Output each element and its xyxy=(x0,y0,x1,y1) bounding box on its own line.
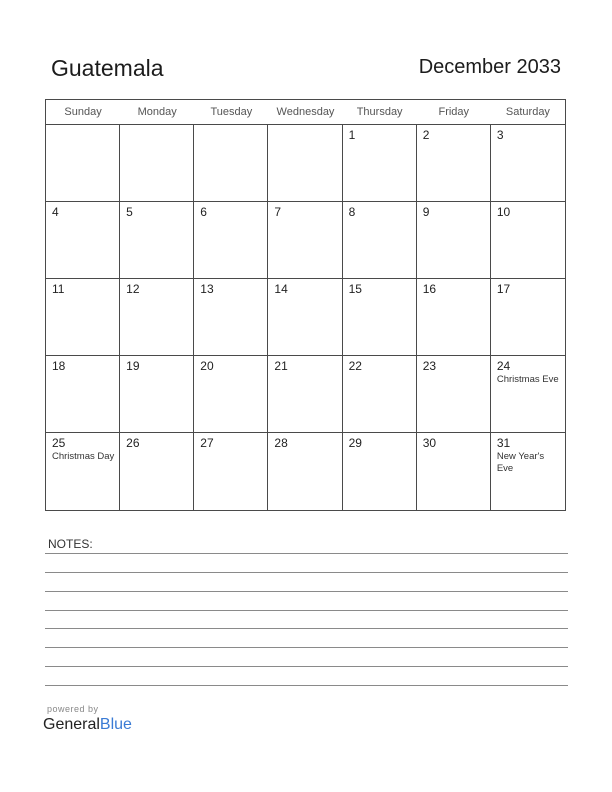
weekday-tuesday: Tuesday xyxy=(210,106,253,118)
day-cell xyxy=(417,202,491,279)
day-number: 16 xyxy=(422,282,437,296)
calendar-weeks xyxy=(46,125,565,510)
day-cell xyxy=(268,125,342,202)
day-cell xyxy=(120,202,194,279)
day-number: 14 xyxy=(274,282,288,296)
note-line xyxy=(45,647,568,648)
day-cell xyxy=(194,356,268,433)
day-cell xyxy=(120,279,194,356)
day-number: 28 xyxy=(274,436,288,450)
day-number: 27 xyxy=(200,436,214,450)
day-cell xyxy=(46,433,120,510)
day-cell xyxy=(46,279,120,356)
day-cell xyxy=(120,125,194,202)
day-cell xyxy=(417,125,491,202)
day-number: 19 xyxy=(126,359,140,373)
note-line xyxy=(45,666,568,667)
day-cell xyxy=(194,125,268,202)
weekday-wednesday: Wednesday xyxy=(276,106,335,118)
day-number: 31 xyxy=(496,436,511,450)
day-cell xyxy=(268,202,342,279)
day-cell xyxy=(417,433,491,510)
day-cell xyxy=(268,433,342,510)
day-cell xyxy=(194,279,268,356)
day-cell xyxy=(417,356,491,433)
day-number: 18 xyxy=(52,359,66,373)
holiday-label: Christmas Day xyxy=(52,451,115,462)
day-cell xyxy=(343,433,417,510)
day-number: 7 xyxy=(274,205,282,219)
day-cell xyxy=(343,202,417,279)
day-cell xyxy=(194,433,268,510)
month-year-title: December 2033 xyxy=(418,56,561,78)
day-cell xyxy=(491,125,565,202)
day-number: 2 xyxy=(422,128,430,142)
day-number: 21 xyxy=(274,359,288,373)
note-line xyxy=(45,553,568,554)
day-cell xyxy=(343,279,417,356)
day-cell xyxy=(120,433,194,510)
generalblue-logo xyxy=(43,716,132,734)
day-number: 30 xyxy=(422,436,437,450)
day-number: 5 xyxy=(126,205,133,219)
day-number: 13 xyxy=(200,282,214,296)
weekday-friday: Friday xyxy=(438,106,470,118)
weekday-header-row xyxy=(46,100,565,125)
note-line xyxy=(45,610,568,611)
day-number: 10 xyxy=(496,205,511,219)
day-number: 15 xyxy=(348,282,362,296)
day-cell xyxy=(491,433,565,510)
day-cell xyxy=(268,279,342,356)
note-line xyxy=(45,591,568,592)
day-number: 1 xyxy=(348,128,356,142)
day-number: 29 xyxy=(348,436,362,450)
day-number: 4 xyxy=(52,205,59,219)
day-number: 12 xyxy=(126,282,140,296)
day-cell xyxy=(491,356,565,433)
day-cell xyxy=(343,125,417,202)
day-number: 23 xyxy=(422,359,437,373)
note-line xyxy=(45,572,568,573)
day-cell xyxy=(120,356,194,433)
weekday-monday: Monday xyxy=(137,106,177,118)
note-line xyxy=(45,685,568,686)
day-number: 6 xyxy=(200,205,207,219)
day-cell xyxy=(194,202,268,279)
holiday-label: New Year's Eve xyxy=(496,451,545,474)
day-cell xyxy=(46,125,120,202)
day-number: 24 xyxy=(496,359,511,373)
day-cell xyxy=(343,356,417,433)
country-title: Guatemala xyxy=(51,55,164,81)
day-number: 17 xyxy=(496,282,511,296)
day-cell xyxy=(268,356,342,433)
day-cell xyxy=(46,356,120,433)
weekday-sunday: Sunday xyxy=(64,106,102,118)
day-cell xyxy=(491,279,565,356)
day-number: 9 xyxy=(422,205,430,219)
weekday-thursday: Thursday xyxy=(356,106,403,118)
notes-label: NOTES: xyxy=(48,537,93,551)
day-number: 11 xyxy=(52,282,65,296)
brand-name-part1: General xyxy=(43,716,100,733)
day-number: 22 xyxy=(348,359,362,373)
day-number: 26 xyxy=(126,436,140,450)
day-cell xyxy=(46,202,120,279)
calendar-grid xyxy=(45,99,566,511)
day-cell xyxy=(417,279,491,356)
brand-name-part2: Blue xyxy=(99,716,132,733)
weekday-saturday: Saturday xyxy=(505,106,550,118)
day-number: 3 xyxy=(496,128,504,142)
day-number: 20 xyxy=(200,359,214,373)
day-number: 25 xyxy=(52,436,66,450)
day-number: 8 xyxy=(348,205,356,219)
note-line xyxy=(45,628,568,629)
powered-by-text: powered by xyxy=(47,704,99,714)
day-cell xyxy=(491,202,565,279)
holiday-label: Christmas Eve xyxy=(496,374,559,385)
